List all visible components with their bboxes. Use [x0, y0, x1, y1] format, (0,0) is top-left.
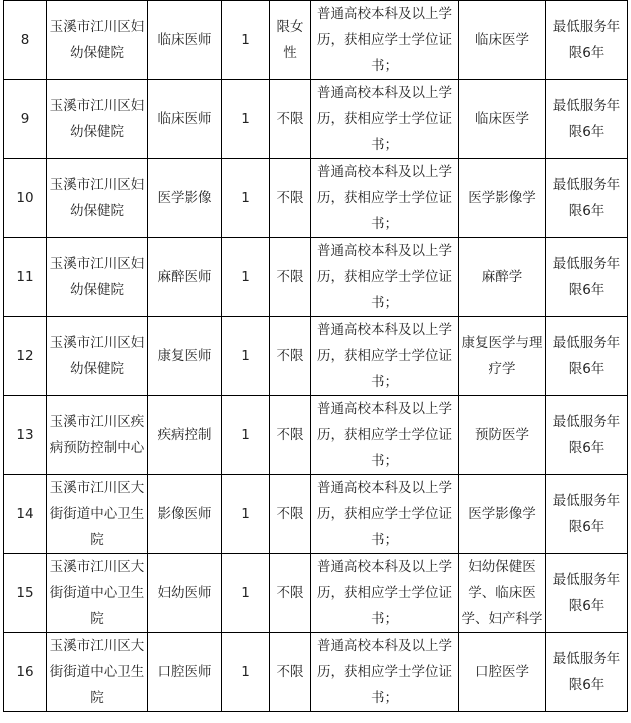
major-requirement: 麻醉学: [459, 238, 546, 317]
hiring-count: 1: [222, 238, 270, 317]
employer-unit: 玉溪市江川区疾病预防控制中心: [47, 396, 148, 475]
recruitment-table: [3, 0, 628, 712]
row-number: 14: [4, 475, 47, 554]
major-requirement: 妇幼保健医学、临床医学、妇产科学: [459, 554, 546, 633]
hiring-count: 1: [222, 475, 270, 554]
employer-unit: 玉溪市江川区大街街道中心卫生院: [47, 475, 148, 554]
education-requirement: 普通高校本科及以上学历，获相应学士学位证书；: [311, 1, 459, 80]
row-number: 13: [4, 396, 47, 475]
position-name: 麻醉医师: [148, 238, 222, 317]
row-number: 16: [4, 633, 47, 712]
major-requirement: 医学影像学: [459, 159, 546, 238]
position-name: 医学影像: [148, 159, 222, 238]
gender-requirement: 限女性: [270, 1, 311, 80]
table-row: [4, 80, 628, 159]
service-term: 最低服务年限6年: [546, 159, 628, 238]
major-requirement: 预防医学: [459, 396, 546, 475]
service-term: 最低服务年限6年: [546, 475, 628, 554]
position-name: 影像医师: [148, 475, 222, 554]
service-term: 最低服务年限6年: [546, 1, 628, 80]
education-requirement: 普通高校本科及以上学历，获相应学士学位证书；: [311, 159, 459, 238]
service-term: 最低服务年限6年: [546, 238, 628, 317]
position-name: 妇幼医师: [148, 554, 222, 633]
education-requirement: 普通高校本科及以上学历，获相应学士学位证书；: [311, 554, 459, 633]
service-term: 最低服务年限6年: [546, 554, 628, 633]
service-term: 最低服务年限6年: [546, 317, 628, 396]
hiring-count: 1: [222, 80, 270, 159]
service-term: 最低服务年限6年: [546, 80, 628, 159]
employer-unit: 玉溪市江川区妇幼保健院: [47, 238, 148, 317]
gender-requirement: 不限: [270, 317, 311, 396]
table-row: [4, 317, 628, 396]
table-row: [4, 238, 628, 317]
service-term: 最低服务年限6年: [546, 396, 628, 475]
row-number: 10: [4, 159, 47, 238]
gender-requirement: 不限: [270, 238, 311, 317]
position-name: 临床医师: [148, 80, 222, 159]
position-name: 康复医师: [148, 317, 222, 396]
major-requirement: 临床医学: [459, 80, 546, 159]
education-requirement: 普通高校本科及以上学历，获相应学士学位证书；: [311, 633, 459, 712]
position-name: 疾病控制: [148, 396, 222, 475]
table-row: [4, 554, 628, 633]
hiring-count: 1: [222, 396, 270, 475]
row-number: 15: [4, 554, 47, 633]
gender-requirement: 不限: [270, 396, 311, 475]
hiring-count: 1: [222, 554, 270, 633]
education-requirement: 普通高校本科及以上学历，获相应学士学位证书；: [311, 396, 459, 475]
education-requirement: 普通高校本科及以上学历，获相应学士学位证书；: [311, 238, 459, 317]
gender-requirement: 不限: [270, 475, 311, 554]
hiring-count: 1: [222, 159, 270, 238]
table-row: [4, 159, 628, 238]
hiring-count: 1: [222, 1, 270, 80]
hiring-count: 1: [222, 633, 270, 712]
position-name: 口腔医师: [148, 633, 222, 712]
major-requirement: 医学影像学: [459, 475, 546, 554]
major-requirement: 临床医学: [459, 1, 546, 80]
gender-requirement: 不限: [270, 633, 311, 712]
employer-unit: 玉溪市江川区妇幼保健院: [47, 80, 148, 159]
employer-unit: 玉溪市江川区大街街道中心卫生院: [47, 633, 148, 712]
row-number: 8: [4, 1, 47, 80]
hiring-count: 1: [222, 317, 270, 396]
employer-unit: 玉溪市江川区妇幼保健院: [47, 159, 148, 238]
row-number: 12: [4, 317, 47, 396]
gender-requirement: 不限: [270, 159, 311, 238]
major-requirement: 口腔医学: [459, 633, 546, 712]
education-requirement: 普通高校本科及以上学历，获相应学士学位证书；: [311, 80, 459, 159]
employer-unit: 玉溪市江川区大街街道中心卫生院: [47, 554, 148, 633]
row-number: 9: [4, 80, 47, 159]
table-row: [4, 633, 628, 712]
position-name: 临床医师: [148, 1, 222, 80]
service-term: 最低服务年限6年: [546, 633, 628, 712]
employer-unit: 玉溪市江川区妇幼保健院: [47, 317, 148, 396]
major-requirement: 康复医学与理疗学: [459, 317, 546, 396]
gender-requirement: 不限: [270, 554, 311, 633]
table-row: [4, 1, 628, 80]
table-row: [4, 396, 628, 475]
education-requirement: 普通高校本科及以上学历，获相应学士学位证书；: [311, 475, 459, 554]
gender-requirement: 不限: [270, 80, 311, 159]
employer-unit: 玉溪市江川区妇幼保健院: [47, 1, 148, 80]
table-row: [4, 475, 628, 554]
education-requirement: 普通高校本科及以上学历，获相应学士学位证书；: [311, 317, 459, 396]
row-number: 11: [4, 238, 47, 317]
